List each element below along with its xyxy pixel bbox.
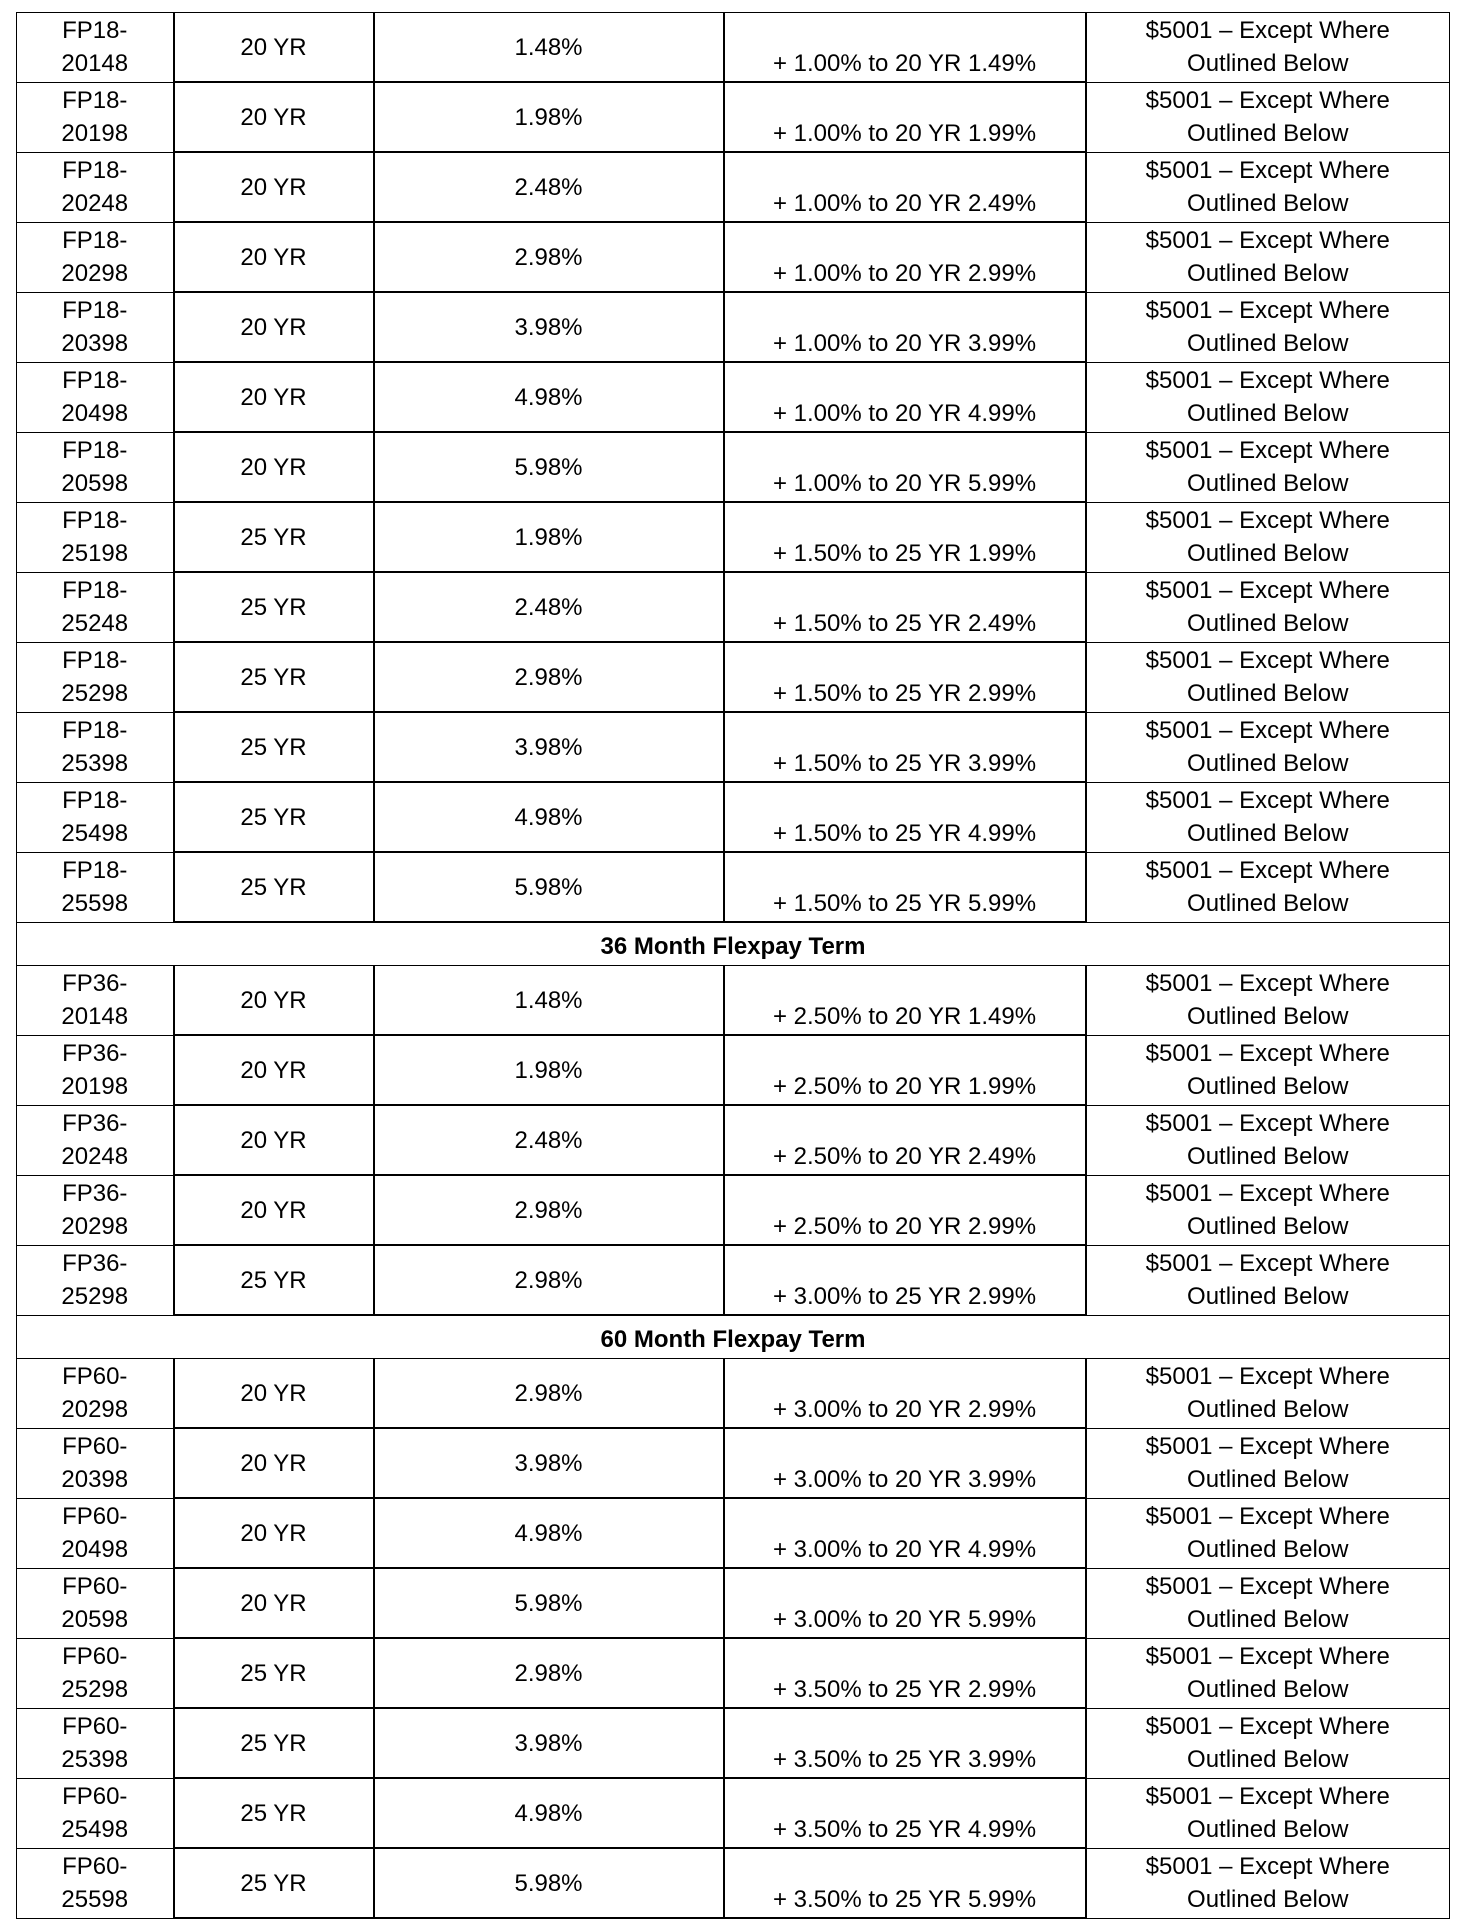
table-row <box>17 1035 1450 1105</box>
table-row <box>17 1245 1450 1315</box>
minimum-amount-cell <box>1086 1035 1450 1105</box>
minimum-amount-line1: $5001 – Except Where <box>1145 1643 1390 1670</box>
rate-adjustment-cell: + 2.50% to 20 YR 2.49% <box>724 1105 1086 1175</box>
program-code-cell <box>17 1638 174 1708</box>
rate-cell: 4.98% <box>374 362 724 432</box>
rate-cell: 1.98% <box>374 1035 724 1105</box>
program-code-prefix: FP18- <box>62 647 128 674</box>
table-row <box>17 82 1450 152</box>
program-code-cell <box>17 966 174 1036</box>
minimum-amount-cell <box>1086 13 1450 83</box>
program-code-number: 25298 <box>61 1676 129 1703</box>
rate-adjustment-cell: + 3.50% to 25 YR 4.99% <box>724 1778 1086 1848</box>
table-row <box>17 1359 1450 1429</box>
section-header-60-month <box>17 1315 1450 1359</box>
term-cell: 20 YR <box>174 82 374 152</box>
minimum-amount-line1: $5001 – Except Where <box>1145 1853 1390 1880</box>
minimum-amount-line1: $5001 – Except Where <box>1145 577 1390 604</box>
program-code-number: 20598 <box>61 1606 129 1633</box>
minimum-amount-cell <box>1086 152 1450 222</box>
rate-cell: 5.98% <box>374 1568 724 1638</box>
program-code-prefix: FP18- <box>62 17 128 45</box>
minimum-amount-line2: Outlined Below <box>1187 820 1349 847</box>
rate-adjustment-cell: + 1.00% to 20 YR 1.49% <box>724 13 1086 83</box>
minimum-amount-line2: Outlined Below <box>1187 890 1349 917</box>
minimum-amount-line1: $5001 – Except Where <box>1145 507 1390 534</box>
program-code-cell <box>17 642 174 712</box>
minimum-amount-cell <box>1086 966 1450 1036</box>
table-row <box>17 1708 1450 1778</box>
table-row <box>17 1848 1450 1918</box>
minimum-amount-cell <box>1086 1778 1450 1848</box>
rate-adjustment-cell: + 1.00% to 20 YR 4.99% <box>724 362 1086 432</box>
program-code-prefix: FP18- <box>62 87 128 114</box>
table-row <box>17 1498 1450 1568</box>
program-code-cell <box>17 1105 174 1175</box>
program-code-cell <box>17 1245 174 1315</box>
rate-cell: 3.98% <box>374 292 724 362</box>
table-row <box>17 502 1450 572</box>
term-cell: 25 YR <box>174 1848 374 1918</box>
program-code-number: 20298 <box>61 1213 129 1240</box>
minimum-amount-line2: Outlined Below <box>1187 260 1349 287</box>
program-code-prefix: FP36- <box>62 1180 128 1207</box>
minimum-amount-line2: Outlined Below <box>1187 1003 1349 1031</box>
minimum-amount-line2: Outlined Below <box>1187 1886 1349 1913</box>
minimum-amount-line2: Outlined Below <box>1187 1143 1349 1170</box>
rate-table-body <box>17 13 1450 1919</box>
rate-adjustment-cell: + 3.00% to 20 YR 3.99% <box>724 1428 1086 1498</box>
term-cell: 25 YR <box>174 572 374 642</box>
section-header-36-month <box>17 922 1450 966</box>
program-code-number: 25498 <box>61 820 129 847</box>
term-cell: 20 YR <box>174 966 374 1036</box>
program-code-number: 20148 <box>61 1003 129 1031</box>
minimum-amount-line1: $5001 – Except Where <box>1145 787 1390 814</box>
program-code-number: 20598 <box>61 470 129 497</box>
rate-adjustment-cell: + 1.50% to 25 YR 2.99% <box>724 642 1086 712</box>
term-cell: 20 YR <box>174 222 374 292</box>
minimum-amount-line1: $5001 – Except Where <box>1145 857 1390 884</box>
minimum-amount-line2: Outlined Below <box>1187 190 1349 217</box>
table-row <box>17 1175 1450 1245</box>
rate-adjustment-cell: + 1.00% to 20 YR 2.99% <box>724 222 1086 292</box>
minimum-amount-cell <box>1086 292 1450 362</box>
rate-cell: 1.48% <box>374 13 724 83</box>
rate-adjustment-cell: + 2.50% to 20 YR 2.99% <box>724 1175 1086 1245</box>
minimum-amount-line1: $5001 – Except Where <box>1145 717 1390 744</box>
program-code-prefix: FP60- <box>62 1853 128 1880</box>
program-code-prefix: FP18- <box>62 227 128 254</box>
minimum-amount-cell <box>1086 1175 1450 1245</box>
program-code-prefix: FP36- <box>62 1040 128 1067</box>
minimum-amount-line1: $5001 – Except Where <box>1145 17 1390 45</box>
rate-adjustment-cell: + 1.50% to 25 YR 3.99% <box>724 712 1086 782</box>
rate-cell: 5.98% <box>374 1848 724 1918</box>
program-code-cell <box>17 1175 174 1245</box>
rate-cell: 2.98% <box>374 642 724 712</box>
term-cell: 20 YR <box>174 1498 374 1568</box>
rate-cell: 2.98% <box>374 1359 724 1429</box>
program-code-cell <box>17 852 174 922</box>
rate-adjustment-cell: + 3.00% to 20 YR 4.99% <box>724 1498 1086 1568</box>
minimum-amount-line2: Outlined Below <box>1187 1606 1349 1633</box>
table-row <box>17 152 1450 222</box>
minimum-amount-line2: Outlined Below <box>1187 750 1349 777</box>
rate-adjustment-cell: + 1.00% to 20 YR 3.99% <box>724 292 1086 362</box>
program-code-prefix: FP36- <box>62 1110 128 1137</box>
minimum-amount-line2: Outlined Below <box>1187 400 1349 427</box>
minimum-amount-line1: $5001 – Except Where <box>1145 87 1390 114</box>
program-code-cell <box>17 1428 174 1498</box>
minimum-amount-line1: $5001 – Except Where <box>1145 1503 1390 1530</box>
minimum-amount-line1: $5001 – Except Where <box>1145 647 1390 674</box>
rate-adjustment-cell: + 1.50% to 25 YR 4.99% <box>724 782 1086 852</box>
minimum-amount-cell <box>1086 1848 1450 1918</box>
program-code-cell <box>17 1498 174 1568</box>
program-code-cell <box>17 1778 174 1848</box>
minimum-amount-line2: Outlined Below <box>1187 1396 1349 1424</box>
table-row <box>17 966 1450 1036</box>
minimum-amount-cell <box>1086 222 1450 292</box>
rate-cell: 2.98% <box>374 1245 724 1315</box>
rate-adjustment-cell: + 3.50% to 25 YR 3.99% <box>724 1708 1086 1778</box>
minimum-amount-line2: Outlined Below <box>1187 610 1349 637</box>
rate-adjustment-cell: + 1.00% to 20 YR 2.49% <box>724 152 1086 222</box>
program-code-prefix: FP60- <box>62 1503 128 1530</box>
program-code-number: 20198 <box>61 120 129 147</box>
program-code-prefix: FP60- <box>62 1573 128 1600</box>
table-row <box>17 1105 1450 1175</box>
table-row <box>17 432 1450 502</box>
minimum-amount-line2: Outlined Below <box>1187 1073 1349 1100</box>
minimum-amount-line2: Outlined Below <box>1187 680 1349 707</box>
term-cell: 20 YR <box>174 1568 374 1638</box>
rate-cell: 1.98% <box>374 502 724 572</box>
program-code-number: 20498 <box>61 1536 129 1563</box>
rate-adjustment-cell: + 1.00% to 20 YR 5.99% <box>724 432 1086 502</box>
program-code-number: 20248 <box>61 190 129 217</box>
table-row <box>17 1638 1450 1708</box>
minimum-amount-line2: Outlined Below <box>1187 1283 1349 1310</box>
term-cell: 20 YR <box>174 1035 374 1105</box>
minimum-amount-line1: $5001 – Except Where <box>1145 437 1390 464</box>
rate-adjustment-cell: + 3.00% to 20 YR 2.99% <box>724 1359 1086 1429</box>
program-code-prefix: FP18- <box>62 857 128 884</box>
minimum-amount-line2: Outlined Below <box>1187 50 1349 78</box>
term-cell: 25 YR <box>174 642 374 712</box>
minimum-amount-cell <box>1086 1428 1450 1498</box>
program-code-number: 20148 <box>61 50 129 78</box>
minimum-amount-cell <box>1086 1638 1450 1708</box>
minimum-amount-line2: Outlined Below <box>1187 120 1349 147</box>
program-code-cell <box>17 82 174 152</box>
term-cell: 20 YR <box>174 13 374 83</box>
program-code-cell <box>17 502 174 572</box>
program-code-prefix: FP60- <box>62 1363 128 1391</box>
term-cell: 25 YR <box>174 1708 374 1778</box>
term-cell: 20 YR <box>174 1175 374 1245</box>
program-code-prefix: FP60- <box>62 1643 128 1670</box>
term-cell: 25 YR <box>174 712 374 782</box>
program-code-number: 25298 <box>61 680 129 707</box>
program-code-prefix: FP60- <box>62 1433 128 1460</box>
minimum-amount-line2: Outlined Below <box>1187 470 1349 497</box>
program-code-cell <box>17 222 174 292</box>
program-code-number: 20198 <box>61 1073 129 1100</box>
minimum-amount-cell <box>1086 1245 1450 1315</box>
program-code-cell <box>17 1359 174 1429</box>
program-code-prefix: FP18- <box>62 787 128 814</box>
program-code-prefix: FP18- <box>62 157 128 184</box>
program-code-cell <box>17 1568 174 1638</box>
minimum-amount-line1: $5001 – Except Where <box>1145 970 1390 998</box>
term-cell: 20 YR <box>174 432 374 502</box>
program-code-number: 25398 <box>61 1746 129 1773</box>
rate-cell: 2.98% <box>374 1175 724 1245</box>
minimum-amount-line1: $5001 – Except Where <box>1145 1250 1390 1277</box>
minimum-amount-line1: $5001 – Except Where <box>1145 367 1390 394</box>
term-cell: 25 YR <box>174 502 374 572</box>
program-code-number: 20398 <box>61 1466 129 1493</box>
program-code-number: 25598 <box>61 890 129 917</box>
rate-adjustment-cell: + 2.50% to 20 YR 1.99% <box>724 1035 1086 1105</box>
term-cell: 20 YR <box>174 292 374 362</box>
minimum-amount-line1: $5001 – Except Where <box>1145 1363 1390 1391</box>
program-code-cell <box>17 1848 174 1918</box>
rate-cell: 3.98% <box>374 1428 724 1498</box>
table-row <box>17 362 1450 432</box>
minimum-amount-line2: Outlined Below <box>1187 1536 1349 1563</box>
rate-cell: 1.48% <box>374 966 724 1036</box>
section-title: 60 Month Flexpay Term <box>17 1315 1450 1359</box>
minimum-amount-cell <box>1086 712 1450 782</box>
table-row <box>17 292 1450 362</box>
table-row <box>17 852 1450 922</box>
minimum-amount-cell <box>1086 782 1450 852</box>
rate-cell: 4.98% <box>374 1778 724 1848</box>
minimum-amount-line1: $5001 – Except Where <box>1145 1433 1390 1460</box>
rate-adjustment-cell: + 1.00% to 20 YR 1.99% <box>724 82 1086 152</box>
program-code-number: 20298 <box>61 260 129 287</box>
term-cell: 20 YR <box>174 1359 374 1429</box>
program-code-number: 25248 <box>61 610 129 637</box>
program-code-cell <box>17 572 174 642</box>
program-code-cell <box>17 13 174 83</box>
minimum-amount-line1: $5001 – Except Where <box>1145 157 1390 184</box>
minimum-amount-line2: Outlined Below <box>1187 1746 1349 1773</box>
program-code-prefix: FP18- <box>62 507 128 534</box>
rate-adjustment-cell: + 3.00% to 25 YR 2.99% <box>724 1245 1086 1315</box>
rate-cell: 2.48% <box>374 152 724 222</box>
program-code-number: 20498 <box>61 400 129 427</box>
rate-cell: 2.48% <box>374 1105 724 1175</box>
term-cell: 25 YR <box>174 782 374 852</box>
table-row <box>17 642 1450 712</box>
minimum-amount-cell <box>1086 572 1450 642</box>
rate-cell: 3.98% <box>374 712 724 782</box>
rate-cell: 3.98% <box>374 1708 724 1778</box>
rate-table-document <box>16 12 1449 1919</box>
minimum-amount-line2: Outlined Below <box>1187 1816 1349 1843</box>
rate-cell: 2.98% <box>374 222 724 292</box>
term-cell: 20 YR <box>174 362 374 432</box>
minimum-amount-line2: Outlined Below <box>1187 1466 1349 1493</box>
rate-adjustment-cell: + 3.00% to 20 YR 5.99% <box>724 1568 1086 1638</box>
program-code-number: 25598 <box>61 1886 129 1913</box>
program-code-prefix: FP36- <box>62 970 128 998</box>
minimum-amount-cell <box>1086 1568 1450 1638</box>
program-code-number: 25398 <box>61 750 129 777</box>
rate-adjustment-cell: + 1.50% to 25 YR 1.99% <box>724 502 1086 572</box>
term-cell: 25 YR <box>174 1778 374 1848</box>
rate-cell: 4.98% <box>374 1498 724 1568</box>
table-row <box>17 1568 1450 1638</box>
rate-adjustment-cell: + 1.50% to 25 YR 2.49% <box>724 572 1086 642</box>
program-code-cell <box>17 782 174 852</box>
rate-cell: 4.98% <box>374 782 724 852</box>
table-row <box>17 1428 1450 1498</box>
program-code-prefix: FP60- <box>62 1713 128 1740</box>
minimum-amount-line1: $5001 – Except Where <box>1145 1110 1390 1137</box>
table-row <box>17 1778 1450 1848</box>
table-row <box>17 222 1450 292</box>
term-cell: 25 YR <box>174 1245 374 1315</box>
program-code-cell <box>17 292 174 362</box>
table-row <box>17 13 1450 83</box>
minimum-amount-cell <box>1086 1359 1450 1429</box>
rate-cell: 5.98% <box>374 852 724 922</box>
program-code-cell <box>17 362 174 432</box>
minimum-amount-line1: $5001 – Except Where <box>1145 1783 1390 1810</box>
program-code-number: 20248 <box>61 1143 129 1170</box>
minimum-amount-line1: $5001 – Except Where <box>1145 1180 1390 1207</box>
rate-cell: 5.98% <box>374 432 724 502</box>
table-row <box>17 712 1450 782</box>
minimum-amount-line1: $5001 – Except Where <box>1145 1573 1390 1600</box>
program-code-prefix: FP18- <box>62 367 128 394</box>
program-code-cell <box>17 432 174 502</box>
minimum-amount-cell <box>1086 1708 1450 1778</box>
minimum-amount-cell <box>1086 502 1450 572</box>
program-code-prefix: FP18- <box>62 717 128 744</box>
program-code-prefix: FP36- <box>62 1250 128 1277</box>
minimum-amount-line1: $5001 – Except Where <box>1145 1713 1390 1740</box>
program-code-number: 20398 <box>61 330 129 357</box>
minimum-amount-line2: Outlined Below <box>1187 1213 1349 1240</box>
program-code-prefix: FP60- <box>62 1783 128 1810</box>
minimum-amount-line2: Outlined Below <box>1187 1676 1349 1703</box>
rate-adjustment-cell: + 2.50% to 20 YR 1.49% <box>724 966 1086 1036</box>
table-row <box>17 572 1450 642</box>
minimum-amount-line2: Outlined Below <box>1187 330 1349 357</box>
rate-cell: 2.98% <box>374 1638 724 1708</box>
minimum-amount-line2: Outlined Below <box>1187 540 1349 567</box>
rate-cell: 1.98% <box>374 82 724 152</box>
program-code-cell <box>17 712 174 782</box>
program-code-cell <box>17 1708 174 1778</box>
program-code-number: 20298 <box>61 1396 129 1424</box>
minimum-amount-cell <box>1086 642 1450 712</box>
program-code-cell <box>17 152 174 222</box>
minimum-amount-line1: $5001 – Except Where <box>1145 227 1390 254</box>
flexpay-rate-table <box>16 12 1450 1919</box>
term-cell: 20 YR <box>174 1105 374 1175</box>
minimum-amount-cell <box>1086 1105 1450 1175</box>
program-code-prefix: FP18- <box>62 437 128 464</box>
rate-adjustment-cell: + 1.50% to 25 YR 5.99% <box>724 852 1086 922</box>
minimum-amount-cell <box>1086 1498 1450 1568</box>
section-title: 36 Month Flexpay Term <box>17 922 1450 966</box>
minimum-amount-line1: $5001 – Except Where <box>1145 297 1390 324</box>
rate-cell: 2.48% <box>374 572 724 642</box>
rate-adjustment-cell: + 3.50% to 25 YR 2.99% <box>724 1638 1086 1708</box>
program-code-number: 25198 <box>61 540 129 567</box>
term-cell: 25 YR <box>174 852 374 922</box>
minimum-amount-cell <box>1086 432 1450 502</box>
term-cell: 25 YR <box>174 1638 374 1708</box>
minimum-amount-cell <box>1086 82 1450 152</box>
program-code-number: 25298 <box>61 1283 129 1310</box>
program-code-prefix: FP18- <box>62 577 128 604</box>
rate-adjustment-cell: + 3.50% to 25 YR 5.99% <box>724 1848 1086 1918</box>
minimum-amount-cell <box>1086 852 1450 922</box>
program-code-prefix: FP18- <box>62 297 128 324</box>
term-cell: 20 YR <box>174 152 374 222</box>
minimum-amount-line1: $5001 – Except Where <box>1145 1040 1390 1067</box>
table-row <box>17 782 1450 852</box>
program-code-cell <box>17 1035 174 1105</box>
minimum-amount-cell <box>1086 362 1450 432</box>
program-code-number: 25498 <box>61 1816 129 1843</box>
term-cell: 20 YR <box>174 1428 374 1498</box>
